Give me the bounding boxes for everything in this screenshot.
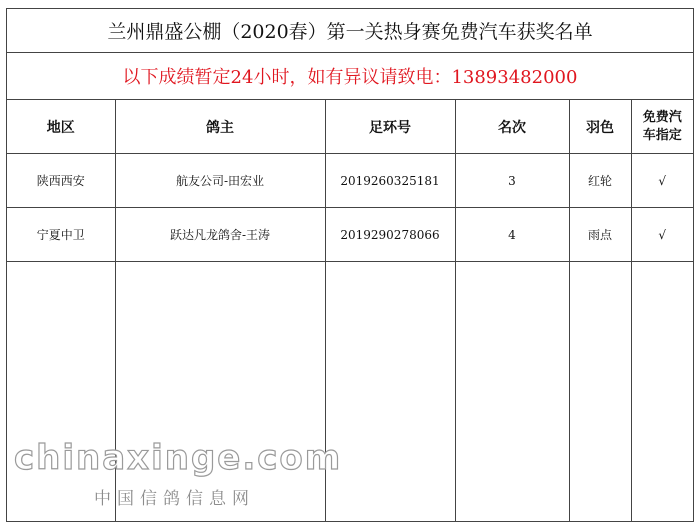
header-free-car-line1: 免费汽: [642, 109, 682, 125]
cell-car-check: √: [631, 208, 693, 262]
header-owner: 鸽主: [115, 100, 325, 154]
cell-color: 雨点: [569, 208, 631, 262]
blank-cell: [631, 262, 693, 522]
blank-cell: [569, 262, 631, 522]
sheet-title: 兰州鼎盛公棚（2020春）第一关热身赛免费汽车获奖名单: [7, 9, 693, 53]
header-color: 羽色: [569, 100, 631, 154]
blank-cell: [7, 262, 115, 522]
table-row: [7, 154, 693, 208]
header-free-car-line2: 车指定: [642, 127, 682, 143]
watermark-domain: chinaxinge.com: [14, 438, 343, 478]
table-row: [7, 208, 693, 262]
cell-ring: 2019290278066: [325, 208, 455, 262]
blank-cell: [455, 262, 569, 522]
header-rank: 名次: [455, 100, 569, 154]
cell-region: 陕西西安: [7, 154, 115, 208]
blank-cell: [115, 262, 325, 522]
results-sheet: [6, 8, 694, 522]
cell-rank: 3: [455, 154, 569, 208]
blank-row: [7, 262, 693, 522]
watermark-site-name: 中国信鸽信息网: [94, 489, 255, 509]
cell-owner: 跃达凡龙鸽舍-王涛: [115, 208, 325, 262]
cell-rank: 4: [455, 208, 569, 262]
blank-cell: [325, 262, 455, 522]
cell-owner: 航友公司-田宏业: [115, 154, 325, 208]
header-ring: 足环号: [325, 100, 455, 154]
table-header-row: [7, 100, 693, 154]
header-region: 地区: [7, 100, 115, 154]
cell-region: 宁夏中卫: [7, 208, 115, 262]
cell-color: 红轮: [569, 154, 631, 208]
header-free-car: [631, 100, 693, 154]
cell-car-check: √: [631, 154, 693, 208]
cell-ring: 2019260325181: [325, 154, 455, 208]
notice-text: 以下成绩暂定24小时，如有异议请致电：13893482000: [7, 53, 693, 100]
results-table: [7, 100, 693, 521]
